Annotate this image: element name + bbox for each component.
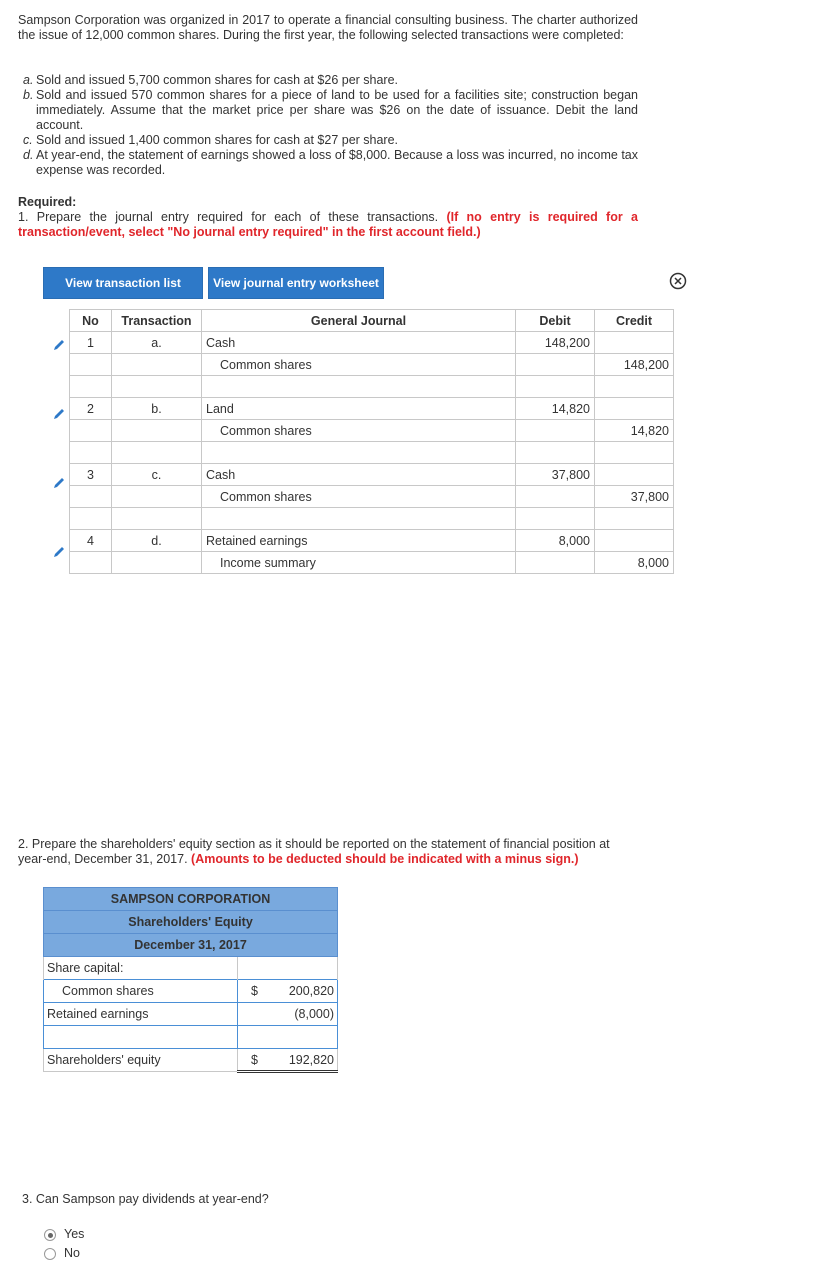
table-row: Common shares 37,800	[70, 486, 674, 508]
required-heading: Required:	[18, 195, 77, 209]
list-item: c. Sold and issued 1,400 common shares for cash at $27 per share.	[23, 133, 399, 147]
edit-pencil-icon[interactable]	[52, 338, 66, 352]
table-row	[70, 376, 674, 398]
table-row	[70, 508, 674, 530]
table-row	[70, 442, 674, 464]
view-journal-worksheet-button[interactable]: View journal entry worksheet	[208, 267, 384, 299]
retained-earnings-field[interactable]: Retained earnings	[44, 1003, 238, 1026]
table-row: Income summary 8,000	[70, 552, 674, 574]
blank-account-field[interactable]	[44, 1026, 238, 1049]
col-transaction: Transaction	[112, 310, 202, 332]
share-capital-label: Share capital:	[44, 957, 238, 980]
transaction-list	[18, 73, 638, 178]
table-header-row	[70, 310, 674, 332]
radio-no-label: No	[64, 1246, 80, 1260]
radio-yes-label: Yes	[64, 1227, 85, 1241]
radio-yes[interactable]	[44, 1229, 56, 1241]
table-row: 1 a. Cash 148,200	[70, 332, 674, 354]
blank-amount-field[interactable]	[238, 1026, 338, 1049]
statement-title: Shareholders' Equity	[44, 911, 338, 934]
table-row: Common shares 14,820	[70, 420, 674, 442]
shareholders-equity-table	[43, 887, 338, 1073]
col-general-journal: General Journal	[202, 310, 516, 332]
question-2: 2. Prepare the shareholders' equity section as it should be reported on the statement of financial position at year-end, December 31, 2017. (Amounts to be deducted should be indicated with a minus sign.)	[18, 837, 610, 866]
table-row: 2 b. Land 14,820	[70, 398, 674, 420]
list-item: a. Sold and issued 5,700 common shares for cash at $26 per share.	[23, 73, 399, 87]
statement-date: December 31, 2017	[44, 934, 338, 957]
list-item: d. At year-end, the statement of earnings showed a loss of $8,000. Because a loss was incurred, no income tax expense was recorded.	[23, 148, 638, 177]
question-2-note: (Amounts to be deducted should be indicated with a minus sign.)	[191, 852, 579, 866]
problem-intro: Sampson Corporation was organized in 2017 to operate a financial consulting business. The charter authorized the issue of 12,000 common shares. During the first year, the following selected transactions were completed:	[18, 13, 638, 42]
question-3: 3. Can Sampson pay dividends at year-end?	[22, 1192, 269, 1206]
col-credit: Credit	[595, 310, 674, 332]
col-debit: Debit	[516, 310, 595, 332]
list-item: b. Sold and issued 570 common shares for a piece of land to be used for a facilities site; construction began immediately. Assume that the market price per share was $26 on the date of issuance. Debit the land account.	[23, 88, 638, 132]
table-row: 3 c. Cash 37,800	[70, 464, 674, 486]
common-shares-field[interactable]: Common shares	[44, 980, 238, 1003]
total-amount: $ 192,820	[238, 1049, 338, 1072]
edit-pencil-icon[interactable]	[52, 545, 66, 559]
close-icon[interactable]	[669, 272, 687, 290]
table-row: 4 d. Retained earnings 8,000	[70, 530, 674, 552]
retained-earnings-amount[interactable]: (8,000)	[238, 1003, 338, 1026]
edit-pencil-icon[interactable]	[52, 476, 66, 490]
total-label: Shareholders' equity	[44, 1049, 238, 1072]
question-1: 1. Prepare the journal entry required for each of these transactions. (If no entry is required for a transaction/event, select "No journal entry required" in the first account field.)	[18, 210, 638, 239]
general-journal-table	[69, 309, 674, 574]
radio-no[interactable]	[44, 1248, 56, 1260]
common-shares-amount[interactable]: $ 200,820	[238, 980, 338, 1003]
view-transaction-list-button[interactable]: View transaction list	[43, 267, 203, 299]
table-row: Common shares 148,200	[70, 354, 674, 376]
company-name: SAMPSON CORPORATION	[44, 888, 338, 911]
col-no: No	[70, 310, 112, 332]
question-1-note: (If no entry is required for a transaction/event, select "No journal entry required" in the first account field.)	[18, 210, 638, 239]
edit-pencil-icon[interactable]	[52, 407, 66, 421]
